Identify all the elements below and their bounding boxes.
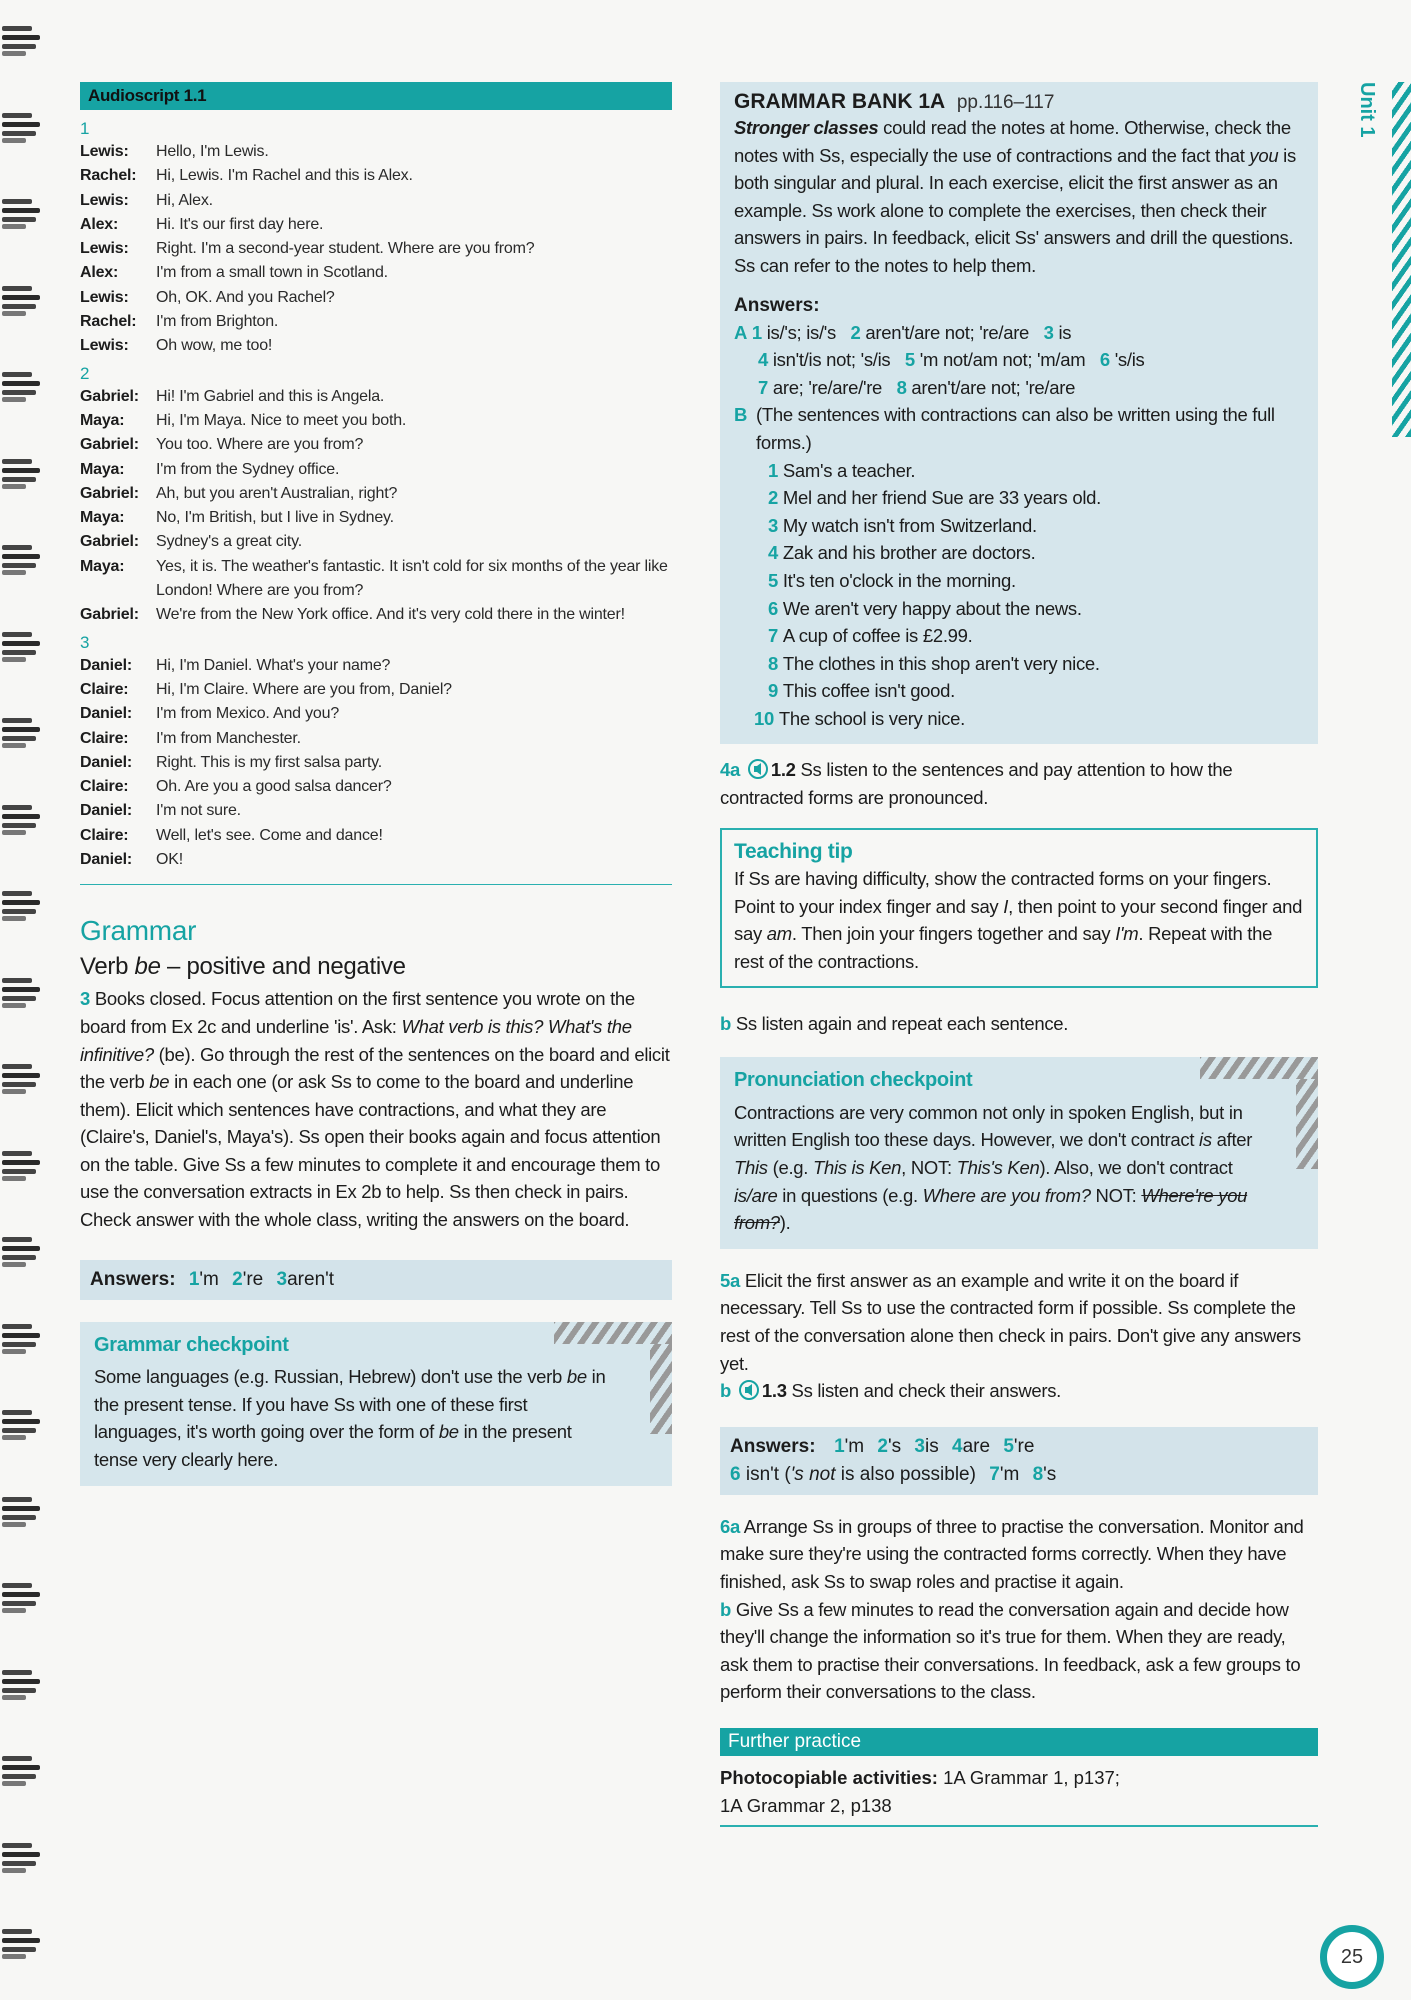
answer-b-item: 4 Zak and his brother are doctors. bbox=[768, 542, 1036, 564]
spiral-coil bbox=[2, 801, 40, 835]
speaker-name: Lewis: bbox=[80, 337, 129, 355]
script-line bbox=[80, 654, 672, 678]
speaker-text: I'm not sure. bbox=[156, 802, 241, 820]
script-line bbox=[80, 261, 672, 285]
script-line bbox=[80, 506, 672, 530]
script-line bbox=[80, 213, 672, 237]
speaker-text: Hi. It's our first day here. bbox=[156, 215, 324, 233]
grammar-bank-title: GRAMMAR BANK 1A pp.116–117 bbox=[734, 90, 1055, 113]
speaker-text: Ah, but you aren't Australian, right? bbox=[156, 484, 398, 502]
exercise-5b-text: b 1.3 Ss listen and check their answers. bbox=[720, 1380, 1062, 1402]
script-line bbox=[80, 727, 672, 751]
spiral-coil bbox=[2, 974, 40, 1008]
exercise-3-text: 3 Books closed. Focus attention on the first sentence you wrote on the board from Ex 2c and underline 'is'. Ask: What verb is this? What's the infinitive? (be). Go through the rest of the sentences on the board and elicit the verb be in each one (or ask Ss to come to the board and underline them). Elicit which sentences have contractions, and what they are (Claire's, Daniel's, Maya's). Ss open their books again and focus attention on the table. Give Ss a few minutes to complete it and encourage them to use the conversation extracts in Ex 2b to help. Ss then check in pairs. Check answer with the whole class, writing the answers on the board. bbox=[80, 988, 670, 1231]
answer-b-item: 2 Mel and her friend Sue are 33 years old. bbox=[768, 487, 1101, 509]
script-line bbox=[80, 164, 672, 188]
section-number: 1 bbox=[80, 119, 90, 138]
script-line bbox=[80, 555, 672, 604]
spiral-coil bbox=[2, 1320, 40, 1354]
speaker-name: Rachel: bbox=[80, 167, 137, 185]
speaker-name: Maya: bbox=[80, 509, 125, 527]
script-line bbox=[80, 189, 672, 213]
speaker-text: We're from the New York office. And it's very cold there in the winter! bbox=[156, 606, 625, 624]
answer-b-item: 6 We aren't very happy about the news. bbox=[768, 597, 1082, 619]
spiral-coil bbox=[2, 1233, 40, 1267]
speaker-name: Daniel: bbox=[80, 753, 132, 771]
script-line bbox=[80, 702, 672, 726]
answer-b-item: 1 Sam's a teacher. bbox=[768, 459, 916, 481]
answer-item: 2're bbox=[232, 1268, 264, 1290]
grammar-bank-text: Stronger classes could read the notes at home. Otherwise, check the notes with Ss, especially the use of contractions and the fact that you is both singular and plural. In each exercise, elicit the first answer as an example. Ss work alone to complete the exercises, then check their answers in pairs. In feedback, elicit Ss' answers and drill the questions. Ss can refer to the notes to help them. bbox=[734, 117, 1296, 276]
script-line bbox=[80, 848, 672, 872]
grammar-bank-box bbox=[720, 82, 1318, 744]
script-line bbox=[80, 603, 672, 627]
speaker-name: Lewis: bbox=[80, 288, 129, 306]
divider bbox=[80, 884, 672, 885]
side-hatch-decoration bbox=[1392, 82, 1411, 437]
spiral-coil bbox=[2, 1147, 40, 1181]
speaker-text: No, I'm British, but I live in Sydney. bbox=[156, 509, 394, 527]
spiral-coil bbox=[2, 628, 40, 662]
audio-icon bbox=[738, 1379, 760, 1401]
answer-item: 1'm bbox=[188, 1268, 219, 1290]
spiral-coil bbox=[2, 195, 40, 229]
speaker-text: Hi, Alex. bbox=[156, 191, 213, 209]
script-line bbox=[80, 286, 672, 310]
teaching-tip: Teaching tip If Ss are having difficulty, show the contracted forms on your fingers. Point to your index finger and say I, then point to your second finger and say am. Then join your fingers together and say I'm. Repeat with the rest of the contractions. bbox=[720, 828, 1318, 988]
spiral-coil bbox=[2, 1406, 40, 1440]
speaker-name: Daniel: bbox=[80, 802, 132, 820]
script-line bbox=[80, 409, 672, 433]
speaker-name: Daniel: bbox=[80, 705, 132, 723]
hatch-decoration bbox=[1296, 1079, 1318, 1169]
script-line bbox=[80, 482, 672, 506]
speaker-name: Alex: bbox=[80, 264, 119, 282]
script-line bbox=[80, 334, 672, 358]
speaker-text: OK! bbox=[156, 851, 183, 869]
script-line bbox=[80, 678, 672, 702]
further-practice-title: Further practice bbox=[720, 1728, 1318, 1756]
answer-item: 3aren't bbox=[276, 1268, 335, 1290]
unit-tab: Unit 1 bbox=[1356, 82, 1378, 138]
script-line bbox=[80, 385, 672, 409]
script-line bbox=[80, 458, 672, 482]
answers-band: Answers: 1'm 2're 3aren't bbox=[80, 1260, 672, 1300]
script-line bbox=[80, 310, 672, 334]
script-line bbox=[80, 140, 672, 164]
exercise-5a-text: 5a Elicit the first answer as an example and write it on the board if necessary. Tell Ss to use the contracted form if possible. Ss complete the rest of the conversation alone then check in pairs. Don't give any answers yet. bbox=[720, 1269, 1301, 1374]
answer-b-item: 9 This coffee isn't good. bbox=[768, 680, 955, 702]
audioscript bbox=[80, 118, 672, 872]
speaker-name: Gabriel: bbox=[80, 533, 139, 551]
exercise-4b-text: b Ss listen again and repeat each sentence. bbox=[720, 1012, 1069, 1034]
speaker-text: Hi! I'm Gabriel and this is Angela. bbox=[156, 387, 385, 405]
speaker-name: Alex: bbox=[80, 215, 119, 233]
answer-b-item: 5 It's ten o'clock in the morning. bbox=[768, 569, 1016, 591]
spiral-coil bbox=[2, 1060, 40, 1094]
answer-b-item: 8 The clothes in this shop aren't very nice. bbox=[768, 652, 1100, 674]
answers-band-5: Answers: 1'm 2's 3is 4are 5're 6 isn't ('s not is also possible) 7'm 8's bbox=[720, 1427, 1318, 1495]
answers-a-row: 7 are; 're/are/'re 8 aren't/are not; 're/are bbox=[758, 376, 1076, 398]
exercise-6b-text: b Give Ss a few minutes to read the conversation again and decide how they'll change the information so it's true for them. When they are ready, ask them to practise their conversations. In feedback, ask a few groups to perform their conversations to the class. bbox=[720, 1598, 1301, 1703]
answer-b-item: 7 A cup of coffee is £2.99. bbox=[768, 625, 973, 647]
audio-icon bbox=[747, 758, 769, 780]
speaker-text: Right. I'm a second-year student. Where are you from? bbox=[156, 240, 535, 258]
photocopiable-activities: Photocopiable activities: 1A Grammar 1, p137; 1A Grammar 2, p138 bbox=[720, 1764, 1318, 1827]
speaker-text: Oh, OK. And you Rachel? bbox=[156, 288, 335, 306]
speaker-name: Rachel: bbox=[80, 313, 137, 331]
speaker-name: Gabriel: bbox=[80, 387, 139, 405]
hatch-decoration bbox=[650, 1344, 672, 1434]
speaker-name: Gabriel: bbox=[80, 484, 139, 502]
speaker-name: Lewis: bbox=[80, 143, 129, 160]
spiral-coil bbox=[2, 1925, 40, 1959]
speaker-name: Gabriel: bbox=[80, 436, 139, 454]
script-line bbox=[80, 775, 672, 799]
section-number: 2 bbox=[80, 363, 90, 383]
speaker-text: Sydney's a great city. bbox=[156, 533, 302, 551]
speaker-text: Hi, I'm Maya. Nice to meet you both. bbox=[156, 411, 407, 429]
spiral-coil bbox=[2, 714, 40, 748]
script-line bbox=[80, 824, 672, 848]
spiral-coil bbox=[2, 282, 40, 316]
section-number: 3 bbox=[80, 632, 90, 652]
speaker-text: You too. Where are you from? bbox=[156, 436, 364, 454]
speaker-name: Daniel: bbox=[80, 656, 132, 674]
grammar-checkpoint: Grammar checkpoint Some languages (e.g. Russian, Hebrew) don't use the verb be in the present tense. If you have Ss with one of these first languages, it's worth going over the form of be in the present tense very clearly here. bbox=[80, 1322, 672, 1486]
answer-b-item: 3 My watch isn't from Switzerland. bbox=[768, 514, 1037, 536]
speaker-text: Hi, I'm Claire. Where are you from, Daniel? bbox=[156, 680, 452, 698]
exercise-6a-text: 6a Arrange Ss in groups of three to practise the conversation. Monitor and make sure they're using the contracted forms correctly. When they have finished, ask Ss to swap roles and practise it again. bbox=[720, 1515, 1304, 1592]
spiral-coil bbox=[2, 887, 40, 921]
speaker-text: Hi, I'm Daniel. What's your name? bbox=[156, 656, 391, 674]
speaker-text: I'm from Brighton. bbox=[156, 313, 279, 331]
script-line bbox=[80, 799, 672, 823]
pronunciation-checkpoint: Pronunciation checkpoint Contractions are very common not only in spoken English, but in written English too these days. However, we don't contract is after This (e.g. This is Ken, NOT: This's Ken). Also, we don't contract is/are in questions (e.g. Where are you from? NOT: Where're you from?). bbox=[720, 1057, 1318, 1249]
hatch-decoration bbox=[554, 1322, 672, 1344]
grammar-subheading: Verb be – positive and negative bbox=[80, 953, 406, 981]
spiral-coil bbox=[2, 541, 40, 575]
speaker-text: I'm from Manchester. bbox=[156, 729, 301, 747]
grammar-heading: Grammar bbox=[80, 915, 197, 947]
speaker-text: Right. This is my first salsa party. bbox=[156, 753, 383, 771]
right-column bbox=[720, 82, 1318, 1827]
speaker-name: Claire: bbox=[80, 826, 129, 844]
speaker-name: Daniel: bbox=[80, 851, 132, 869]
hatch-decoration bbox=[1200, 1057, 1318, 1079]
speaker-text: I'm from the Sydney office. bbox=[156, 460, 340, 478]
speaker-name: Lewis: bbox=[80, 191, 129, 209]
exercise-4a-text: 4a 1.2 Ss listen to the sentences and pay attention to how the contracted forms are pronounced. bbox=[720, 759, 1233, 809]
spiral-coil bbox=[2, 1752, 40, 1786]
answers-b-intro: B (The sentences with contractions can also be written using the full forms.) bbox=[734, 404, 1275, 453]
answer-b-item: 10 The school is very nice. bbox=[754, 707, 965, 729]
speaker-text: Yes, it is. The weather's fantastic. It isn't cold for six months of the year like London! Where are you from? bbox=[156, 557, 668, 600]
speaker-text: Oh wow, me too! bbox=[156, 337, 273, 355]
speaker-name: Maya: bbox=[80, 411, 125, 429]
spiral-coil bbox=[2, 109, 40, 143]
speaker-name: Maya: bbox=[80, 557, 125, 575]
spiral-coil bbox=[2, 368, 40, 402]
script-line bbox=[80, 237, 672, 261]
script-line bbox=[80, 530, 672, 554]
speaker-name: Gabriel: bbox=[80, 606, 139, 624]
speaker-name: Maya: bbox=[80, 460, 125, 478]
speaker-text: I'm from a small town in Scotland. bbox=[156, 264, 388, 282]
speaker-text: I'm from Mexico. And you? bbox=[156, 705, 340, 723]
left-column bbox=[80, 82, 672, 1486]
script-line bbox=[80, 433, 672, 457]
audioscript-title: Audioscript 1.1 bbox=[80, 82, 672, 110]
speaker-name: Claire: bbox=[80, 778, 129, 796]
speaker-name: Claire: bbox=[80, 680, 129, 698]
speaker-text: Oh. Are you a good salsa dancer? bbox=[156, 778, 392, 796]
speaker-text: Well, let's see. Come and dance! bbox=[156, 826, 383, 844]
page-number: 25 bbox=[1320, 1925, 1384, 1989]
speaker-text: Hi, Lewis. I'm Rachel and this is Alex. bbox=[156, 167, 413, 185]
spiral-coil bbox=[2, 1666, 40, 1700]
answers-a-row: 4 isn't/is not; 's/is 5 'm not/am not; 'm/am 6 's/is bbox=[758, 349, 1145, 371]
speaker-name: Lewis: bbox=[80, 240, 129, 258]
spiral-coil bbox=[2, 1579, 40, 1613]
answers-label: Answers: bbox=[734, 294, 820, 316]
script-line bbox=[80, 751, 672, 775]
spiral-coil bbox=[2, 22, 40, 56]
spiral-coil bbox=[2, 1493, 40, 1527]
answers-a-row: A 1 is/'s; is/'s 2 aren't/are not; 're/are 3 is bbox=[734, 321, 1072, 343]
speaker-text: Hello, I'm Lewis. bbox=[156, 143, 269, 160]
spiral-binding bbox=[0, 0, 44, 2000]
speaker-name: Claire: bbox=[80, 729, 129, 747]
spiral-coil bbox=[2, 455, 40, 489]
answers-b-list bbox=[734, 457, 1304, 733]
spiral-coil bbox=[2, 1839, 40, 1873]
